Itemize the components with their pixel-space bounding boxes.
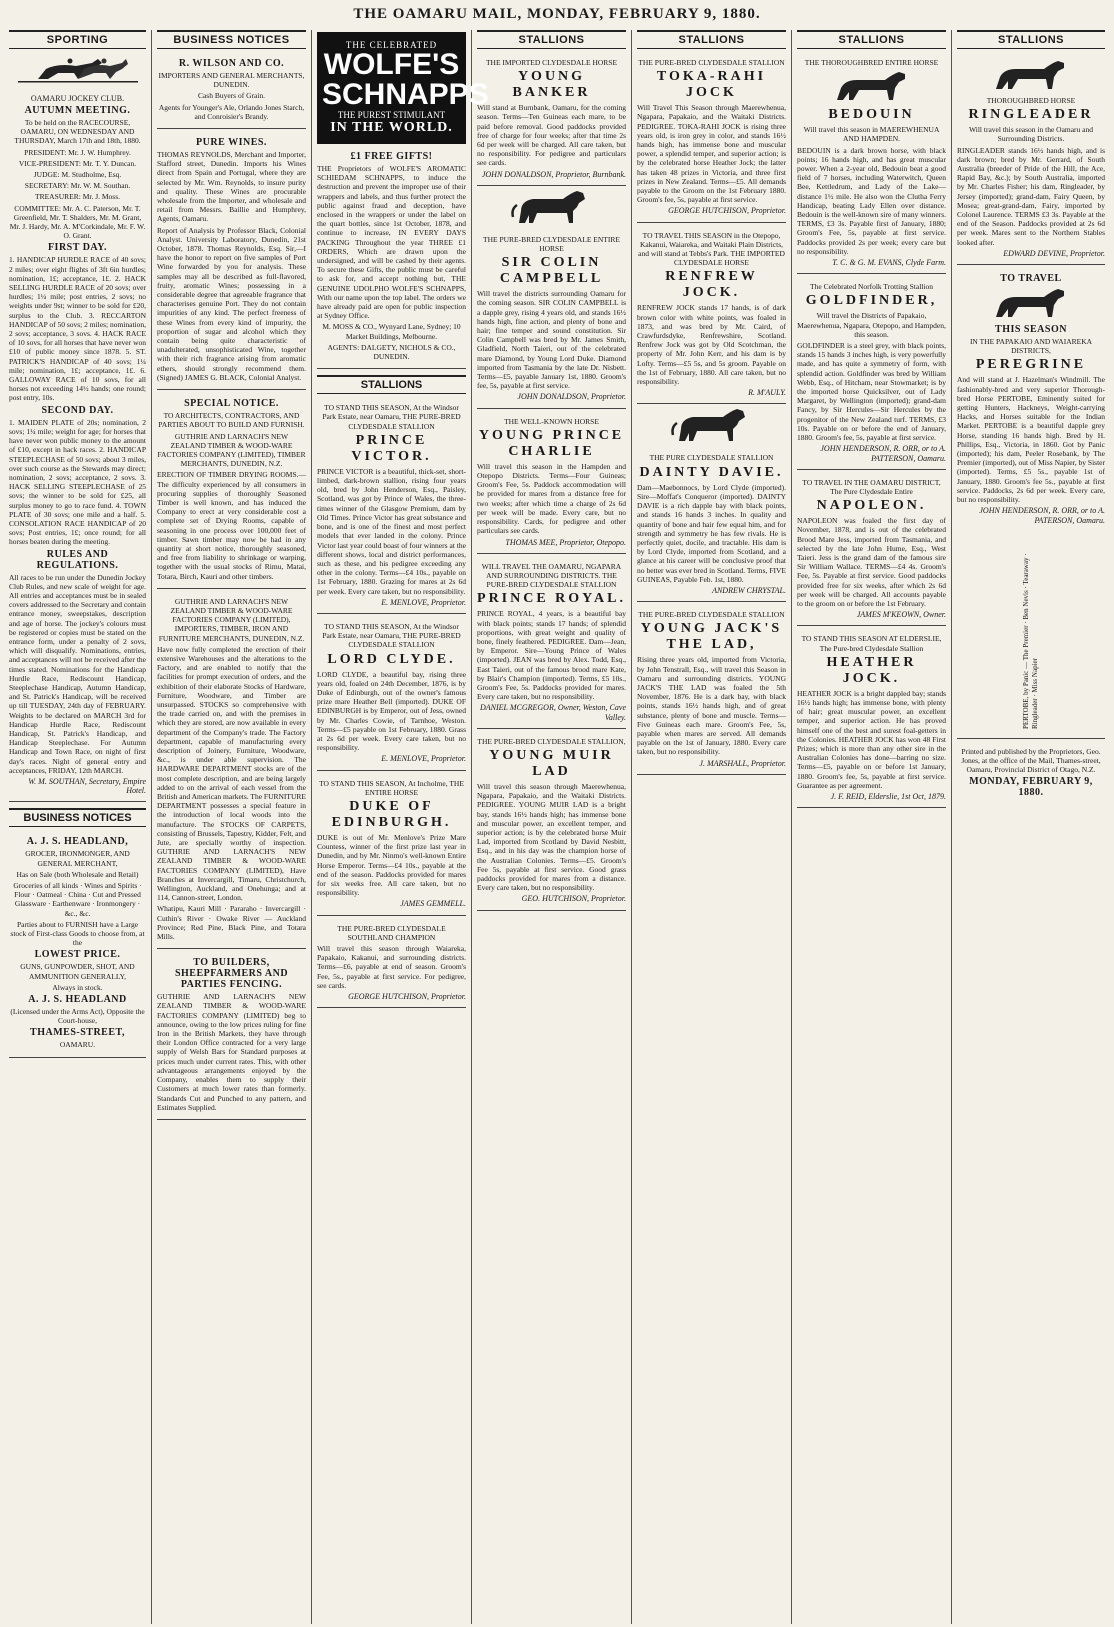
rules-heading: RULES AND REGULATIONS.: [36, 548, 119, 571]
toka-rahi-jock-ad: [637, 53, 786, 223]
lc-signature: E. MENLOVE, Proprietor.: [381, 754, 466, 764]
young-jacks-the-lad-ad: [637, 605, 786, 775]
banner-line-1: THE CELEBRATED: [345, 40, 438, 50]
column-business: [152, 30, 312, 1624]
scc-text: Will travel the districts surrounding Oamaru for the coming season. SIR COLIN CAMPBELL is a dapple grey, rising 4 years old, and stands 16½ hands high, fine action, and plenty of bone and hair; fine temper and sound constitution. Sir Colin Campbell was bred by Mr. James Smith, Gladfield, North Taieri, out of the celebrated mare Diamond, by Young Lord Duke. Diamond imported from Tasmania by the late Dr. Nisbett. Terms—£5, payable January 1st, 1880. Groom's fee, 5s, payable at first service.: [477, 289, 626, 391]
treasurer: TREASURER: Mr. J. Moss.: [34, 192, 121, 202]
clydesdale-illustration: [667, 407, 757, 445]
headland-name: A. J. S. HEADLAND: [28, 994, 127, 1006]
hj-heading: TO STAND THIS SEASON AT ELDERSLIE, The Pure-bred Clydesdale Stallion: [801, 634, 942, 653]
masthead: [0, 0, 1114, 28]
hj-text: HEATHER JOCK is a bright dappled bay; stands 16½ hands high; has immense bone, with plenty of hair; great muscular power, an excellent temper, and superior action. He has proved himself one of the best and surest foal-getters in the Colonies. HEATHER JOCK has won 48 First Prizes; which is more than any other sire in the Australian Colonies has done—barring no size. Terms—£5, payable on or before 1st January, 1880. Groom's fee, 5s, payable at first service. Guarantee as per agreement.: [797, 688, 946, 790]
reynolds-ad: [157, 132, 306, 390]
first-day-heading: FIRST DAY.: [47, 242, 108, 254]
np-signature: JAMES M'KEOWN, Owner.: [856, 610, 946, 620]
lc-text: LORD CLYDE, a beautiful bay, rising three years old, foaled on 24th December, 1876, is by Duke of Edinburgh, out of the owner's famous prize mare Heather Bell (imported). DUKE OF EDINBURGH is by Emperor, out of Jess, owned by Mr. Charles Cowie, of Tarnhoe, Weston. Terms—£5 payable on 1st February, 1880. Grass at 2s 6d per week. Every care taken, but no responsibility.: [317, 669, 466, 753]
section-header-stallions-4: STALLIONS: [797, 30, 946, 49]
secretary: SECRETARY: Mr. W. M. Southan.: [24, 181, 131, 191]
section-header-sporting: SPORTING: [9, 30, 146, 49]
lc-name: LORD CLYDE.: [327, 651, 456, 667]
renfrew-jock-ad: [637, 226, 786, 405]
heather-jock-ad: [797, 629, 946, 808]
headland-ad: [9, 831, 146, 1057]
tj-signature: GEORGE HUTCHISON, Proprietor.: [668, 206, 786, 216]
second-day-races: 1. MAIDEN PLATE of 20s; nomination, 2 sovs; 1¼ mile; weight for age; for horses that have never won public money to the amount of £10, except in hack races. 2. HANDICAP STEEPLECHASE of 50 sovs; about 3 miles, over such course as the Stewards may direct; nomination, 2 sovs; acceptance, 2 sovs. 3. HACK SELLING STEEPLECHASE of 25 sovs; the winner to be sold for £25, all surplus money to go to race fund. 4. TOWN PLATE of 30 sovs; one mile and a half. 5. CONSOLATION RACE HANDICAP of 20 sovs; Post entries, 1£; once round; for all horses beaten during the meeting.: [9, 417, 146, 547]
analysis-report: Report of Analysis by Professor Black, Colonial Analyst. University Laboratory, Dunedin, 21st October, 1878. Thomas Reynolds, Esq. Sir,—I have the honor to report on five samples of Port Wine forwarded by you for analysis. These samples may all be described as full-flavored, fruity, aromatic Wines; possessing in a considerable degree that agreeable fragrance that characterises genuine Port. They do not contain impurities of any kind. The perfect freeness of these Wines from every kind of impurity, the proportion of sugar and alcohol which they contain being quite characteristic of unadulterated, unsophisticated Wine, together with their rich fragrance arising from aromatic ethers, should strongly recommend them. (Signed) JAMES G. BLACK, Colonial Analyst.: [157, 225, 306, 382]
de-name: DUKE OF EDINBURGH.: [331, 798, 452, 830]
dd-heading: THE PURE CLYDESDALE STALLION: [649, 453, 774, 463]
racehorse-illustration: [18, 53, 138, 87]
de-heading: TO STAND THIS SEASON, At Incholme, THE ENTIRE HORSE: [319, 778, 464, 797]
secretary-signature: W. M. SOUTHAN, Secretary, Empire Hotel.: [28, 777, 146, 796]
section-header-stallions-1: STALLIONS: [317, 375, 466, 394]
special-notice-ad: [157, 393, 306, 589]
draught-horse-illustration: [507, 189, 597, 227]
yb-name: YOUNG BANKER: [512, 69, 591, 101]
guthrie-text: ERECTION OF TIMBER DRYING ROOMS.—The difficulty experienced by all consumers in procuring supplies of thoroughly Seasoned Timber is well known, and has induced the Company to erect at very considerable cost a complete set of Drying Rooms, capable of seasoning in one process over 100,000 feet of timber. Sawn timber may now be had in any quantity at short notice, thoroughly seasoned, and free from liability to shrinkage or warping, together with the usual stocks of Rimu, Matai, Totara, Birch, Kauri and other timbers.: [157, 470, 306, 581]
bedouin-ad: [797, 53, 946, 274]
yb-signature: JOHN DONALDSON, Proprietor, Burnbank.: [481, 169, 626, 179]
gf-signature: JOHN HENDERSON, R. ORR, or to A. PATTERSON, Oamaru.: [820, 444, 946, 463]
yj-signature: J. MARSHALL, Proprietor.: [699, 758, 786, 768]
wilson-ad: [157, 53, 306, 129]
lord-clyde-ad: [317, 617, 466, 771]
second-day-heading: SECOND DAY.: [41, 404, 114, 416]
headland-lowest: LOWEST PRICE.: [34, 949, 121, 961]
rg-heading: THOROUGHBRED HORSE: [986, 96, 1076, 105]
sc-heading: THE PURE-BRED CLYDESDALE SOUTHLAND CHAMPION: [337, 923, 446, 942]
tj-text: Will Travel This Season through Maerewhenua, Ngapara, Papakaio, and the Waitaki Districts. PEDIGREE. TOKA-RAHI JOCK is rising three years old, is iron grey in color, and stands 16½ hands high, has immense bone and muscular power, a splendid temper, and superior action; is by the celebrated horse Heather Jock; the latter has taken 48 prizes in Victoria, and three first prizes in New Zealand. Terms—£5. All demands payable to the Groom on the 1st February 1880. Groom's fee, 5s, payable at first service.: [637, 103, 786, 205]
young-muir-lad-ad: [477, 732, 626, 911]
wilson-title: R. WILSON AND CO.: [178, 58, 285, 69]
np-text: NAPOLEON was foaled the first day of November, 1878, and is out of the celebrated Brood Mare Jess, imported from Tasmania, and selected by the late John Hume, Esq., West Taieri. Jess is the grand dam of the famous sire Sir William Wallace. TERMS—£4 4s. Groom's Fee, 5s. Payable at first service. Good paddocks provided free for six weeks, after which 2s 6d per week will be charged. All accounts payable to the groom on or before the 1st February.: [797, 516, 946, 608]
gf-text: GOLDFINDER is a steel grey, with black points, stands 15 hands 3 inches high, is very powerfully made, and has quite a symmetry of form, with splendid action. Goldfinder was bred by William Webb, Esq., of Hitcham, near Stowmarket; is by the imported horse Quicksilver, out of Lady Margaret, by Wellington (imported); grand-dam Fancy, by Sir Hercules—Sir Hercules by the progenitor of the New Zealand turf. TERMS, £3 10s. Payable on or before the end of January, 1880. Groom's fee, 5s, payable at first service.: [797, 341, 946, 443]
travel-heading: TO TRAVEL: [1000, 273, 1062, 285]
branches-list: Whatipu, Kauri Mill · Pararaho · Invercargill · Cuthin's River · Owake River — Auckland Province; Red Pine, Black Pine, and Totara Mills.: [157, 904, 306, 942]
de-text: DUKE is out of Mr. Menlove's Prize Mare Countess, winner of the first prize last year in Dunedin, and by Mr. Ninmo's well-known Entire Horse Emperor. Terms—£4 10s., payable at the end of the season. Paddocks provided for mares for six weeks free. All care taken, but no responsibility.: [317, 832, 466, 898]
dd-text: Dam—Maebonnocs, by Lord Clyde (imported). Sire—Moffat's Conqueror (imported). DAINTY DAVIE is a rich dapple bay with black points, and stands 16 hands 3 inches. In quality and quantity of bone and hair few equal him, and for strength and symmetry he has few rivals. He is perfectly quiet, docile, and tractable. His dam is by Lord Clyde, imported from Scotland, and a glance at his career will be conclusive proof that no better was ever bred in Scotland. Terms, FIVE GUINEAS, Payable Feb. 1st, 1880.: [637, 482, 786, 584]
rg-name: RINGLEADER: [968, 107, 1094, 123]
pure-wines-heading: PURE WINES.: [196, 137, 267, 149]
judge: JUDGE: M. Studholme, Esq.: [33, 170, 122, 180]
bd-sub: Will travel this season in MAEREWHENUA AND HAMPDEN.: [803, 125, 940, 144]
meeting-title: AUTUMN MEETING.: [24, 105, 131, 116]
pr-signature: DANIEL MCGREGOR, Owner, Weston, Cave Valley.: [480, 703, 626, 722]
bd-name: BEDOUIN: [828, 107, 915, 123]
ym-heading: THE PURE-BRED CLYDESDALE STALLION,: [477, 736, 626, 746]
column-stallions-4: [792, 30, 952, 1624]
president: PRESIDENT: Mr. J. W. Humphrey.: [24, 147, 131, 157]
yj-text: Rising three years old, imported from Victoria, by John Tenstrall, Esq., will travel this Season in Oamaru and surrounding districts. YOUNG JACK'S THE LAD was foaled the 5th November, 1876. He is a dark bay, with black points, stands 16½ hands high, and of great substance, plenty of bone and muscle. Terms—Five Guineas each mare. Groom's Fee, 5s, payable when mares are served. All demands payable on the 1st of January, 1880. Every care taken, but no responsibility.: [637, 655, 786, 757]
section-header-stallions-5: STALLIONS: [957, 30, 1105, 49]
scc-name: SIR COLIN CAMPBELL: [499, 255, 604, 287]
section-header-stallions-2: STALLIONS: [477, 30, 626, 49]
pr-heading: WILL TRAVEL THE OAMARU, NGAPARA AND SURROUNDING DISTRICTS. THE PURE-BRED CLYDESDALE STALLION: [481, 561, 622, 590]
tj-name: TOKA-RAHI JOCK: [656, 69, 767, 101]
dainty-davie-ad: [637, 448, 786, 602]
duke-edinburgh-ad: [317, 774, 466, 916]
travel-subheading: THIS SEASON: [995, 324, 1067, 336]
pt-text: And will stand at J. Hazelman's Windmill. The fashionably-bred and very superior Thorough-bred Horse PERTOBE, Eminently suited for getting Hunters, Hackneys, Weight-carrying Hacks, and Horses suitable for the Indian Market. PERTOBE is a beautiful dapple grey Horse, standing 16 hands high. Bred by H. Phillips, Esq., Victoria, in 1860. Got by Panic (imported); his dam, Peeler Rosebank, by The Premier (imported), out of Miss Napier, by Sister (imported). Terms, £5 5s., payable 1st of January, 1880. Groom's fee 5s., payable at first service. Paddocks, 2s 6d per week. Every care, but no responsibility.: [957, 375, 1105, 505]
page-columns: [4, 30, 1110, 1624]
column-stallions-3: [632, 30, 792, 1624]
furniture-heading: GUTHRIE AND LARNACH'S NEW ZEALAND TIMBER & WOOD-WARE FACTORIES COMPANY (LIMITED), IMPORTERS, TIMBER, IRON AND FURNITURE MERCHANTS, DUNEDIN, N.Z.: [158, 596, 305, 643]
bd-heading: THE THOROUGHBRED ENTIRE HORSE: [804, 58, 939, 67]
pedigree-table: PERTOBE, by Panic — The Premier · Ben Nevis · Tearaway · Ringleader · Miss Napier: [1022, 553, 1039, 729]
wolfe-text: THE Proprietors of WOLFE'S AROMATIC SCHIEDAM SCHNAPPS, to induce the destruction and prevent the improper use of their wrappers and labels, and thus further protect the public against fraud and deception, have enclosed in the wrappers or under the label on the quart bottles, since 1st October, 1878, and continue to increase, IN EVERY DAYS PACKING Throughout the year THREE £1 ORDERS, Which are drawn upon the undersigned, and will be cashed by their agents. To secure these Gifts, the public must be careful to ask for, and accept nothing but, THE GENUINE UDOLPHO WOLFE'S SCHNAPPS, With our name upon the top label. The orders we have already paid are open for public inspection at Sydney Office.: [317, 164, 466, 321]
thoroughbred-illustration: [827, 70, 917, 104]
rj-signature: R. M'AULY.: [748, 388, 786, 398]
sir-colin-campbell-ad: [477, 230, 626, 409]
special-notice-sub: TO ARCHITECTS, CONTRACTORS, AND PARTIES ABOUT TO BUILD AND FURNISH.: [158, 411, 305, 430]
prince-royal-ad: [477, 557, 626, 729]
banner-line-4: IN THE WORLD.: [330, 120, 453, 135]
first-day-races: 1. HANDICAP HURDLE RACE of 40 sovs; 2 miles; over eight flights of 3ft 6in hurdles; nomination, 1£; acceptance, 1£. 2. HACK SELLING HURDLE RACE of 20 sovs; over hurdles; 1¼ mile; post entries, 2 sovs; no weights under 9st; winner to be sold for £20, surplus to the Club. 3. RECCARTON HANDICAP of 50 sovs; 2 miles; nomination, 2 sovs; acceptance, 3 sovs. 4. HACK RACE of 10 sovs, for all horses that have never won £10 of public money since 1878. 5. ST. PATRICK'S HANDICAP of 40 sovs; 1¼ mile; nomination, 1£; acceptance, 1£. 6. GALLOWAY RACE of 10 sovs, for all horses not exceeding 14½ hands; one round; post entry, 10s.: [9, 255, 147, 403]
imprint-date: MONDAY, FEBRUARY 9, 1880.: [969, 776, 1093, 799]
rg-sub: Will travel this season in the Oamaru and Surrounding Districts.: [968, 125, 1094, 144]
sc-text: Will travel this season through Waiareka, Papakaio, Kakanui, and surrounding districts. Terms—£6, payable at end of season. Groom's Fee, 5s., payable at first service. For pedigree, see cards.: [317, 944, 466, 990]
builders-ad: [157, 952, 306, 1120]
young-banker-ad: [477, 53, 626, 186]
banner-line-2: WOLFE'S SCHNAPPS: [322, 48, 489, 111]
imprint-text: Printed and published by the Proprietors, Geo. Jones, at the office of the Mail, Thames-street, Oamaru, Provincial District of Otago, N.Z.: [961, 746, 1101, 775]
dd-signature: ANDREW CHRYSTAL.: [712, 585, 786, 595]
banner-line-3: THE PUREST STIMULANT: [337, 110, 446, 120]
newspaper-title: THE OAMARU MAIL, MONDAY, FEBRUARY 9, 1880.: [353, 6, 761, 22]
de-signature: JAMES GEMMELL.: [400, 899, 466, 909]
yb-heading: THE IMPORTED CLYDESDALE HORSE: [485, 58, 618, 67]
free-gift-heading: £1 FREE GIFTS!: [350, 151, 433, 162]
bd-signature: T. C. & G. M. EVANS, Clyde Farm.: [832, 258, 946, 268]
jockey-club-ad: [9, 90, 146, 802]
gf-sub: Will travel the Districts of Papakaio, Maerewhenua, Ngapara, Otepopo, and Hampden, this season.: [797, 311, 946, 339]
dd-name: DAINTY DAVIE.: [639, 464, 784, 480]
pv-name: PRINCE VICTOR.: [351, 432, 432, 464]
vice-president: VICE-PRESIDENT: Mr. T. Y. Duncan.: [18, 158, 137, 168]
pr-name: PRINCE ROYAL.: [477, 591, 626, 607]
headland-parties: Parties about to FURNISH have a Large stock of First-class Goods to choose from, at the: [10, 919, 145, 948]
guthrie-heading: GUTHRIE AND LARNACH'S NEW ZEALAND TIMBER & WOOD-WARE FACTORIES COMPANY (LIMITED), TIMBER MERCHANTS, DUNEDIN, N.Z.: [157, 431, 306, 469]
hj-signature: J. F. REID, Elderslie, 1st Oct, 1879.: [830, 791, 946, 801]
np-heading: TO TRAVEL IN THE OAMARU DISTRICT, The Pure Clydesdale Entire: [802, 477, 941, 496]
yj-heading: THE PURE-BRED CLYDESDALE STALLION: [638, 610, 785, 620]
pv-heading: TO STAND THIS SEASON, At the Windsor Park Estate, near Oamaru, THE PURE-BRED CLYDESDALE STALLION: [322, 403, 461, 431]
schnapps-banner: [317, 32, 489, 144]
rules-text: All races to be run under the Dunedin Jockey Club Rules, and new scale of weight for age. All entries and acceptances must be in sealed covers addressed to the Secretary and contain entrance money, sweepstakes, description and age of horse. The jockey's colours must be registered or copies must be stated on the entrance form, under a penalty of 2 sovs, which will disqualify. Nominations, entries, and acceptances will not be received after the times stated. Nominations for the Handicap Hurdle Race, Rediscount Handicap, Steeplechase Handicap, Autumn Handicap, and St. Patrick's Handicap, will be received up till TUESDAY, 24th day of FEBRUARY. Weights to be declared on MARCH 3rd for Handicap Hurdle Race, Rediscount Handicap, St. Patrick's Handicap, and Handicap Steeplechase. For Autumn Handicap and Town Race, on night of first day's races. Night of general entry and acceptances, FRIDAY, 12th MARCH.: [9, 572, 146, 775]
pt-heading: IN THE PAPAKAIO AND WAIAREKA DISTRICTS,: [969, 337, 1093, 356]
ym-signature: GEO. HUTCHISON, Proprietor.: [521, 894, 626, 904]
furniture-text: Have now fully completed the erection of their extensive Warehouses and the alterations to the Factory, and are enabled to notify that the facilities for prompt execution of orders, and the exhibition of their elaborate Stocks of Hardware, Furniture, Woodware, and Timber are unsurpassed. STOCKS so comprehensive with the trade carried on, and with the premises in which they are stored, are now available in every department of the Company's trade. The Factory department, capable of manufacturing every description of Joinery, Furniture, Woodware, &c., is under able supervision. The HARDWARE DEPARTMENT stocks are of the most complete description, and are being largely added to on the arrival of each vessel from the British and American markets. The FURNITURE DEPARTMENT possesses a special feature in the introduction of local woods into the manufacture. The STOCKS OF CARPETS, consisting of Brussels, Tapestry, Kidder, Felt, and Jute, are specially worthy of inspection. GUTHRIE AND LARNACH'S NEW ZEALAND TIMBER & WOOD-WARE FACTORIES COMPANY (LIMITED), Have Branches at Invercargill, Timaru, Christchurch, Wellington, Auckland, and Onehunga; and at 114, Cannon-street, London.: [157, 644, 307, 903]
ringleader-ad: [957, 53, 1105, 265]
headland-street: THAMES-STREET,: [30, 1027, 125, 1039]
scc-signature: JOHN DONALDSON, Proprietor.: [517, 392, 626, 402]
napoleon-ad: [797, 473, 946, 627]
ringleader-illustration: [986, 59, 1076, 93]
pr-text: PRINCE ROYAL, 4 years, is a beautiful bay with black points; stands 17 hands; of splendid proportions, with great weight and quality of bone, finely feathered. PEDIGREE. Dam—Jean, by Emperor. Sire—Young Prince of Wales (imported). JEAN was bred by Alex. Todd, Esq., East Taieri, out of the famous brood mare Kate, by Blair's Champion (imported). Terms, £5 10s., Groom's Fee, 5s. Paddocks provided for mares. Every care taken, but no responsibility.: [477, 609, 626, 702]
moss-address: M. MOSS & CO., Wynyard Lane, Sydney; 10 Market Buildings, Melbourne.: [322, 322, 461, 341]
column-sporting: [4, 30, 152, 1624]
special-notice-heading: SPECIAL NOTICE.: [184, 398, 279, 410]
prince-victor-ad: [317, 398, 466, 614]
pt-name: PEREGRINE: [975, 357, 1087, 373]
agents: AGENTS: DALGETY, NICHOLS & CO., DUNEDIN.: [327, 342, 456, 362]
rj-heading: TO TRAVEL THIS SEASON in the Otepopo, Kakanui, Waiareka, and Waitaki Plain Districts, and will stand at Tebbs's Park. THE IMPORTED CLYDESDALE HORSE: [638, 230, 785, 268]
guthrie-furniture-ad: [157, 592, 306, 950]
section-header-stallions-3: STALLIONS: [637, 30, 786, 49]
goldfinder-ad: [797, 277, 946, 469]
ypc-heading: THE WELL-KNOWN HORSE: [504, 416, 599, 426]
rg-signature: EDWARD DEVINE, Proprietor.: [1003, 248, 1105, 258]
wolfe-ad: [317, 146, 466, 369]
column-schnapps: [312, 30, 489, 1624]
reynolds-text: THOMAS REYNOLDS, Merchant and Importer, Stafford street, Dunedin. Imports his Wines direct from Spain and Portugal, where they are selected by Mr. Wm. Reynolds, to insure purity and quality. These Wines are procurable wholesale from the Importer, and wholesale and retail from Messrs. Baillie and Humphrey, Agents, Oamaru.: [157, 150, 306, 224]
wilson-cash: Cash Buyers of Grain.: [197, 91, 266, 101]
pertobe-ad: [957, 268, 1105, 739]
section-header-business: BUSINESS NOTICES: [9, 808, 146, 827]
young-prince-charlie-ad: [477, 412, 626, 554]
rj-text: RENFREW JOCK stands 17 hands, is of dark brown color with white points, was foaled in 1873, and was bred by Mr. Caird, of Crawfurdsdyke, Renfrewshire, Scotland. Renfrew Jock was got by Old Scotchman, the property of Mr. John Kerr, and his dam is by Lofty. Terms—£5 5s, and 5s groom. Payable on the 1st of February, 1880. All care taken, but no responsibility.: [637, 303, 786, 387]
headland-items: Groceries of all kinds · Wines and Spirits · Flour · Oatmeal · China · Cut and Pressed Glassware · Earthenware · Ironmongery · &c., &c.: [13, 881, 142, 918]
hj-name: HEATHER JOCK.: [826, 654, 917, 686]
section-header-business-2: BUSINESS NOTICES: [157, 30, 306, 49]
rg-text: RINGLEADER stands 16½ hands high, and is dark brown; bred by Mr. Gerrard, of South Australia (breeder of Pride of the Hill, the Ace, Rapid Bay, &c.); by South Australia, imported by Mr. Charles Fisher; his dam, Ringleader, by Jersey (imported); grand-dam, Fairy Queen, by Mosea; great-grand-dam, Fairy, imported by Colonel Laurence. TERMS £3 3s. Payable at the end of the Season. Paddocks provided at 2s 6d per week. Mares sent to the Northern Stables looked after.: [957, 145, 1105, 247]
column-stallions-5: [952, 30, 1110, 1624]
headland-title: A. J. S. HEADLAND,: [26, 836, 129, 848]
meeting-dates: To be held on the RACECOURSE, OAMARU, ON WEDNESDAY AND THURSDAY, March 17th and 18th, 1880.: [14, 118, 141, 146]
np-name: NAPOLEON.: [816, 498, 927, 514]
scc-heading: THE PURE-BRED CLYDESDALE ENTIRE HORSE: [483, 234, 620, 254]
pertobe-illustration: [986, 287, 1076, 321]
club-name: OAMARU JOCKEY CLUB.: [30, 94, 125, 103]
wilson-agents: Agents for Younger's Ale, Orlando Jones Starch, and Conroisier's Brandy.: [158, 102, 305, 121]
sc-signature: GEORGE HUTCHISON, Proprietor.: [348, 992, 466, 1002]
committee: COMMITTEE: Mr. A. C. Paterson, Mr. T. Greenfield, Mr. T. Shalders, Mr. M. Grant, Mr. J. Hardy, Mr. A. M'Corkindale, Mr. F. W. O. Grant.: [9, 203, 146, 241]
gf-name: GOLDFINDER,: [805, 293, 938, 309]
headland-subtitle: GROCER, IRONMONGER, AND GENERAL MERCHANT,: [25, 849, 130, 868]
bd-text: BEDOUIN is a dark brown horse, with black points; 16 hands high, and has great muscular power. When a 2-year old, Bedouin beat a good field of 7 horses, including Waterwitch, Queen Bee, Kettledrum, and Lady of the Lake—distance 1½ mile. He also won the Clutha Ferry Handicap, beating Lady Ellen over distance. Bedouin is the well-known sire of many winners. TERMS, £3 3s. Payable first of January, 1880; Groom's Fee, 5s, payable at first service. Paddocks provided 2s per week; every care but no responsibility.: [797, 145, 946, 256]
ym-name: YOUNG MUIR LAD: [489, 747, 614, 779]
pv-text: PRINCE VICTOR is a beautiful, thick-set, short-limbed, dark-brown stallion, rising four years old, bred by John Henderson, Esq., Paisley, Scotland, was got by Prince of Wales, the three-times winner of the Glasgow Premium, dam by Old Times. Prince Victor has great substance and bone, and is one of the finest and most perfect models that ever landed in the colony. Prince Victor last year could boast of four winners at the different shows, local and district performances, such as these, and his pedigree exceeding any other in the colony. Terms—£4 10s., payable on 1st February, 1880. Grazing for mares at 2s 6d per week. Every care taken, but no responsibility.: [317, 466, 466, 596]
headland-sale: Has on Sale (both Wholesale and Retail): [16, 869, 139, 879]
ypc-name: YOUNG PRINCE CHARLIE: [478, 427, 625, 459]
pt-signature: JOHN HENDERSON, R. ORR, or to A. PATERSON, Oamaru.: [979, 506, 1105, 525]
ypc-signature: THOMAS MEE, Proprietor, Otepopo.: [505, 537, 626, 547]
headland-town: OAMARU.: [59, 1040, 96, 1050]
builders-heading: TO BUILDERS, SHEEPFARMERS AND PARTIES FENCING.: [174, 957, 289, 991]
lc-heading: TO STAND THIS SEASON, At the Windsor Park Estate, near Oamaru, THE PURE-BRED CLYDESDALE STALLION: [322, 621, 461, 650]
ypc-text: Will travel this season in the Hampden and Otepopo Districts. Terms—Four Guineas; Groom's Fee, 5s. Paddock accommodation will be provided for mares from a distance free for two weeks; after which time a charge of 2s 6d per week will be made. Every care, but no responsibility. Cards, for pedigree and other particulars see cards.: [477, 461, 626, 536]
southland-champion-ad: [317, 919, 466, 1009]
headland-licence: (Licensed under the Arms Act), Opposite the Court-house,: [10, 1007, 145, 1026]
pv-signature: E. MENLOVE, Proprietor.: [381, 597, 466, 607]
wilson-subtitle: IMPORTERS AND GENERAL MERCHANTS, DUNEDIN.: [158, 71, 305, 90]
yj-name: YOUNG JACK'S THE LAD,: [640, 621, 783, 653]
gf-heading: The Celebrated Norfolk Trotting Stallion: [810, 282, 933, 292]
imprint: [957, 742, 1105, 806]
yb-text: Will stand at Burnbank, Oamaru, for the coming season. Terms—Ten Guineas each mare, to be paid before removal. Good paddocks provided free of charge for four weeks; after that time 2s 6d per week will be charged. All care taken, but no responsibility. For pedigree and particulars see cards.: [477, 103, 626, 168]
headland-always: Always in stock.: [52, 982, 103, 992]
builders-text: GUTHRIE AND LARNACH'S NEW ZEALAND TIMBER & WOOD-WARE FACTORIES COMPANY (LIMITED) beg to announce, owing to the low prices ruling for fine Iron in the British Markets, they have through their London Office contracted for a very large supply of Welsh Bars for Standard purposes at prices much under current rates. This, with other advantageous arrangements enjoyed by the Company, enables them to supply their Customers at much lower rates than formerly. Standards Cut and Punched to any pattern, and Estimates Supplied.: [157, 992, 306, 1112]
headland-guns: GUNS, GUNPOWDER, SHOT, AND AMMUNITION GENERALLY,: [20, 962, 135, 981]
rj-name: RENFREW JOCK.: [665, 269, 758, 301]
ym-text: Will travel this season through Maerewhenua, Ngapara, Papakaio, and the Waitaki Districts. PEDIGREE. YOUNG MUIR LAD is a bright bay, stands 16½ hands high; has immense bone and muscular power, an excellent temper, and superior action; is by the celebrated horse Muir Lad, imported from Scotland by David Nesbitt, Esq., and in his day was the champion horse of the Australian Colonies. Terms—£5. Groom's Fee 5s, payable at first service. Good grass paddocks provided for mares from a distance. Every care taken, but no responsibility.: [477, 781, 626, 893]
tj-heading: THE PURE-BRED CLYDESDALE STALLION: [638, 58, 785, 67]
column-stallions-2: [472, 30, 632, 1624]
